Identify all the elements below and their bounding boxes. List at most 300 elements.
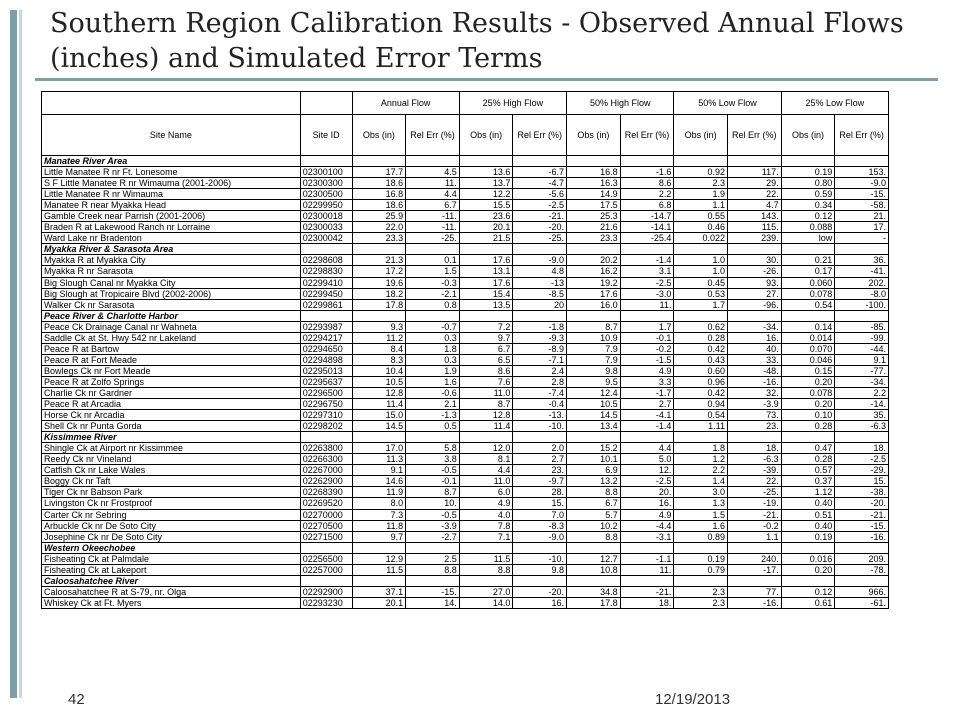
rel-err-cell: 143.	[727, 211, 781, 222]
header-rel-err: Rel Err (%)	[727, 115, 781, 156]
obs-cell: 6.7	[567, 498, 621, 509]
empty-cell	[513, 575, 567, 586]
rel-err-cell: 115.	[727, 222, 781, 233]
table-row	[42, 387, 889, 398]
empty-cell	[352, 156, 406, 167]
empty-cell	[300, 542, 352, 553]
obs-cell: 8.8	[567, 487, 621, 498]
table-row	[42, 564, 889, 575]
rel-err-cell: 11.	[620, 299, 674, 310]
site-name-cell: Saddle Ck at St. Hwy 542 nr Lakeland	[42, 332, 301, 343]
obs-cell: 17.8	[567, 597, 621, 608]
obs-cell: 6.5	[459, 354, 513, 365]
rel-err-cell: 1.9	[406, 365, 460, 376]
site-id-cell: 02294898	[300, 354, 352, 365]
header-50-high-flow: 50% High Flow	[567, 92, 674, 115]
header-rel-err: Rel Err (%)	[513, 115, 567, 156]
site-id-cell: 02268390	[300, 487, 352, 498]
empty-cell	[459, 156, 513, 167]
empty-cell	[406, 244, 460, 255]
obs-cell: 1.1	[674, 200, 728, 211]
rel-err-cell: 4.9	[620, 365, 674, 376]
obs-cell: 14.6	[352, 476, 406, 487]
rel-err-cell: 35.	[835, 410, 889, 421]
obs-cell: 21.6	[567, 222, 621, 233]
obs-cell: 10.5	[567, 399, 621, 410]
empty-cell	[674, 244, 728, 255]
site-id-cell: 02300100	[300, 167, 352, 178]
site-name-cell: Peace R at Fort Meade	[42, 354, 301, 365]
rel-err-cell: -13.	[513, 410, 567, 421]
table-row	[42, 553, 889, 564]
table-row	[42, 321, 889, 332]
rel-err-cell: -0.3	[406, 277, 460, 288]
site-id-cell: 02267000	[300, 465, 352, 476]
obs-cell: 12.8	[352, 387, 406, 398]
site-name-cell: Shell Ck nr Punta Gorda	[42, 421, 301, 432]
rel-err-cell: 1.1	[727, 531, 781, 542]
rel-err-cell: -2.5	[835, 454, 889, 465]
obs-cell: 0.014	[781, 332, 835, 343]
obs-cell: 13.5	[459, 299, 513, 310]
rel-err-cell: -13	[513, 277, 567, 288]
obs-cell: 1.9	[674, 189, 728, 200]
obs-cell: 0.54	[781, 299, 835, 310]
rel-err-cell: -4.1	[620, 410, 674, 421]
obs-cell: 23.3	[352, 233, 406, 244]
obs-cell: 16.8	[352, 189, 406, 200]
rel-err-cell: -8.9	[513, 343, 567, 354]
rel-err-cell: -4.7	[513, 178, 567, 189]
site-id-cell: 02300033	[300, 222, 352, 233]
obs-cell: 1.0	[674, 255, 728, 266]
group-label: Kissimmee River	[42, 432, 301, 443]
obs-cell: 11.3	[352, 454, 406, 465]
table-row	[42, 277, 889, 288]
obs-cell: 0.022	[674, 233, 728, 244]
obs-cell: 15.2	[567, 443, 621, 454]
rel-err-cell: -20.	[513, 586, 567, 597]
empty-cell	[567, 432, 621, 443]
empty-cell	[674, 156, 728, 167]
obs-cell: 7.2	[459, 321, 513, 332]
rel-err-cell: -10.	[513, 553, 567, 564]
obs-cell: 14.5	[352, 421, 406, 432]
obs-cell: 12.7	[567, 553, 621, 564]
table-row	[42, 178, 889, 189]
obs-cell: 0.19	[674, 553, 728, 564]
table-header	[42, 92, 889, 156]
rel-err-cell: -15.	[835, 189, 889, 200]
obs-cell: 12.0	[459, 443, 513, 454]
table-row	[42, 189, 889, 200]
obs-cell: 0.078	[781, 387, 835, 398]
obs-cell: 0.046	[781, 354, 835, 365]
obs-cell: 15.4	[459, 288, 513, 299]
obs-cell: 0.46	[674, 222, 728, 233]
obs-cell: 0.89	[674, 531, 728, 542]
obs-cell: 13.4	[567, 421, 621, 432]
obs-cell: 0.28	[781, 421, 835, 432]
rel-err-cell: -1.5	[620, 354, 674, 365]
site-id-cell: 02270000	[300, 509, 352, 520]
obs-cell: 25.9	[352, 211, 406, 222]
rel-err-cell: -7.1	[513, 354, 567, 365]
site-name-cell: Carter Ck nr Sebring	[42, 509, 301, 520]
site-id-cell: 02299450	[300, 288, 352, 299]
obs-cell: 0.15	[781, 365, 835, 376]
obs-cell: 1.4	[674, 476, 728, 487]
rel-err-cell: -1.7	[620, 387, 674, 398]
rel-err-cell: 2.1	[406, 399, 460, 410]
header-blank-id	[300, 92, 352, 115]
obs-cell: 0.42	[674, 387, 728, 398]
obs-cell: 0.40	[781, 520, 835, 531]
rel-err-cell: -14.	[835, 399, 889, 410]
calibration-results-table	[41, 91, 889, 609]
rel-err-cell: 153.	[835, 167, 889, 178]
obs-cell: 6.9	[567, 465, 621, 476]
group-header-row	[42, 575, 889, 586]
obs-cell: 1.12	[781, 487, 835, 498]
empty-cell	[620, 156, 674, 167]
site-name-cell: Manatee R near Myakka Head	[42, 200, 301, 211]
obs-cell: 14.0	[459, 597, 513, 608]
empty-cell	[567, 575, 621, 586]
rel-err-cell: 6.8	[620, 200, 674, 211]
rel-err-cell: 2.5	[406, 553, 460, 564]
rel-err-cell: -14.1	[620, 222, 674, 233]
rel-err-cell: -4.4	[620, 520, 674, 531]
rel-err-cell: -3.1	[620, 531, 674, 542]
header-obs: Obs (in)	[352, 115, 406, 156]
rel-err-cell: -21.	[620, 586, 674, 597]
table-body	[42, 156, 889, 609]
table-row	[42, 476, 889, 487]
obs-cell: 0.088	[781, 222, 835, 233]
obs-cell: 0.10	[781, 410, 835, 421]
rel-err-cell: 4.7	[727, 200, 781, 211]
obs-cell: 9.8	[567, 365, 621, 376]
obs-cell: 4.4	[459, 465, 513, 476]
rel-err-cell: 16.	[513, 597, 567, 608]
obs-cell: 2.3	[674, 178, 728, 189]
obs-cell: 10.2	[567, 520, 621, 531]
rel-err-cell: -78.	[835, 564, 889, 575]
obs-cell: 34.8	[567, 586, 621, 597]
empty-cell	[567, 156, 621, 167]
group-header-row	[42, 244, 889, 255]
header-row-columns	[42, 115, 889, 156]
empty-cell	[781, 432, 835, 443]
group-label: Peace River & Charlotte Harbor	[42, 310, 301, 321]
rel-err-cell: -16.	[835, 531, 889, 542]
obs-cell: 8.8	[459, 564, 513, 575]
site-id-cell: 02257000	[300, 564, 352, 575]
empty-cell	[781, 156, 835, 167]
calibration-table-container	[41, 91, 889, 609]
rel-err-cell: -3.0	[620, 288, 674, 299]
obs-cell: 17.6	[567, 288, 621, 299]
rel-err-cell: -14.7	[620, 211, 674, 222]
empty-cell	[352, 432, 406, 443]
obs-cell: 0.51	[781, 509, 835, 520]
rel-err-cell: -15.	[835, 520, 889, 531]
obs-cell: 17.0	[352, 443, 406, 454]
rel-err-cell: -1.4	[620, 421, 674, 432]
header-rel-err: Rel Err (%)	[620, 115, 674, 156]
rel-err-cell: -2.5	[513, 200, 567, 211]
table-row	[42, 332, 889, 343]
rel-err-cell: 27.	[727, 288, 781, 299]
rel-err-cell: 3.1	[620, 266, 674, 277]
table-row	[42, 487, 889, 498]
table-row	[42, 376, 889, 387]
obs-cell: 0.55	[674, 211, 728, 222]
rel-err-cell: 15.	[835, 476, 889, 487]
rel-err-cell: 17.	[835, 222, 889, 233]
rel-err-cell: 32.	[727, 387, 781, 398]
rel-err-cell: -3.9	[406, 520, 460, 531]
obs-cell: 13.6	[459, 167, 513, 178]
obs-cell: 0.62	[674, 321, 728, 332]
decorative-accent-bar-light	[19, 10, 22, 698]
empty-cell	[781, 310, 835, 321]
table-row	[42, 531, 889, 542]
obs-cell: 0.17	[781, 266, 835, 277]
obs-cell: 7.3	[352, 509, 406, 520]
table-row	[42, 354, 889, 365]
obs-cell: low	[781, 233, 835, 244]
rel-err-cell: -61.	[835, 597, 889, 608]
rel-err-cell: 22.	[727, 189, 781, 200]
footer-date: 12/19/2013	[655, 691, 731, 708]
empty-cell	[727, 542, 781, 553]
rel-err-cell: -5.6	[513, 189, 567, 200]
site-name-cell: Ward Lake nr Bradenton	[42, 233, 301, 244]
rel-err-cell: -0.4	[513, 399, 567, 410]
obs-cell: 14.9	[567, 189, 621, 200]
rel-err-cell: 1.8	[406, 343, 460, 354]
obs-cell: 16.0	[567, 299, 621, 310]
rel-err-cell: 3.8	[406, 454, 460, 465]
rel-err-cell: -0.2	[727, 520, 781, 531]
rel-err-cell: 3.3	[620, 376, 674, 387]
rel-err-cell: -77.	[835, 365, 889, 376]
obs-cell: 9.7	[459, 332, 513, 343]
rel-err-cell: -2.1	[406, 288, 460, 299]
rel-err-cell: 239.	[727, 233, 781, 244]
site-id-cell: 02300500	[300, 189, 352, 200]
rel-err-cell: 240.	[727, 553, 781, 564]
obs-cell: 0.20	[781, 564, 835, 575]
rel-err-cell: -1.3	[406, 410, 460, 421]
obs-cell: 21.5	[459, 233, 513, 244]
rel-err-cell: -0.7	[406, 321, 460, 332]
empty-cell	[567, 244, 621, 255]
obs-cell: 8.7	[567, 321, 621, 332]
obs-cell: 11.5	[352, 564, 406, 575]
site-name-cell: S F Little Manatee R nr Wimauma (2001-2006)	[42, 178, 301, 189]
rel-err-cell: -0.5	[406, 509, 460, 520]
obs-cell: 4.0	[459, 509, 513, 520]
empty-cell	[674, 575, 728, 586]
obs-cell: 15.5	[459, 200, 513, 211]
obs-cell: 0.34	[781, 200, 835, 211]
rel-err-cell: 4.9	[620, 509, 674, 520]
obs-cell: 10.5	[352, 376, 406, 387]
table-row	[42, 211, 889, 222]
header-annual-flow: Annual Flow	[352, 92, 459, 115]
site-name-cell: Myakka R at Myakka City	[42, 255, 301, 266]
obs-cell: 13.7	[459, 178, 513, 189]
obs-cell: 15.0	[352, 410, 406, 421]
empty-cell	[459, 244, 513, 255]
slide-title: Southern Region Calibration Results - Observed Annual Flows (inches) and Simulated Error Terms	[50, 8, 904, 74]
rel-err-cell: 20	[513, 299, 567, 310]
group-label: Western Okeechobee	[42, 542, 301, 553]
empty-cell	[513, 310, 567, 321]
site-name-cell: Peace R at Zolfo Springs	[42, 376, 301, 387]
obs-cell: 1.0	[674, 266, 728, 277]
rel-err-cell: -0.1	[620, 332, 674, 343]
obs-cell: 13.2	[567, 476, 621, 487]
rel-err-cell: -39.	[727, 465, 781, 476]
obs-cell: 0.96	[674, 376, 728, 387]
empty-cell	[406, 310, 460, 321]
rel-err-cell: 4.4	[406, 189, 460, 200]
header-obs: Obs (in)	[674, 115, 728, 156]
rel-err-cell: -58.	[835, 200, 889, 211]
table-row	[42, 586, 889, 597]
rel-err-cell: 8.8	[406, 564, 460, 575]
rel-err-cell: 11.	[406, 178, 460, 189]
site-name-cell: Big Slough Canal nr Myakka City	[42, 277, 301, 288]
site-name-cell: Fisheating Ck at Lakeport	[42, 564, 301, 575]
rel-err-cell: 21.	[835, 211, 889, 222]
obs-cell: 0.53	[674, 288, 728, 299]
empty-cell	[781, 244, 835, 255]
rel-err-cell: -6.7	[513, 167, 567, 178]
site-name-cell: Peace R at Bartow	[42, 343, 301, 354]
obs-cell: 25.3	[567, 211, 621, 222]
table-row	[42, 200, 889, 211]
rel-err-cell: 23.	[513, 465, 567, 476]
site-id-cell: 02295013	[300, 365, 352, 376]
rel-err-cell: 966.	[835, 586, 889, 597]
rel-err-cell: -25.4	[620, 233, 674, 244]
obs-cell: 7.1	[459, 531, 513, 542]
rel-err-cell: -1.8	[513, 321, 567, 332]
obs-cell: 17.7	[352, 167, 406, 178]
obs-cell: 1.3	[674, 498, 728, 509]
obs-cell: 0.80	[781, 178, 835, 189]
obs-cell: 6.0	[459, 487, 513, 498]
rel-err-cell: -0.6	[406, 387, 460, 398]
site-id-cell: 02295637	[300, 376, 352, 387]
rel-err-cell: 18.	[620, 597, 674, 608]
rel-err-cell: -25.	[727, 487, 781, 498]
empty-cell	[567, 542, 621, 553]
empty-cell	[352, 575, 406, 586]
group-label: Manatee River Area	[42, 156, 301, 167]
obs-cell: 0.37	[781, 476, 835, 487]
rel-err-cell: -11.	[406, 211, 460, 222]
header-obs: Obs (in)	[459, 115, 513, 156]
obs-cell: 8.4	[352, 343, 406, 354]
site-name-cell: Big Slough at Tropicaire Blvd (2002-2006)	[42, 288, 301, 299]
site-name-cell: Catfish Ck nr Lake Wales	[42, 465, 301, 476]
header-rel-err: Rel Err (%)	[835, 115, 889, 156]
rel-err-cell: -1.1	[620, 553, 674, 564]
rel-err-cell: 2.2	[620, 189, 674, 200]
empty-cell	[300, 575, 352, 586]
obs-cell: 12.4	[567, 387, 621, 398]
obs-cell: 0.47	[781, 443, 835, 454]
obs-cell: 23.6	[459, 211, 513, 222]
obs-cell: 0.078	[781, 288, 835, 299]
rel-err-cell: -0.1	[406, 476, 460, 487]
empty-cell	[459, 310, 513, 321]
obs-cell: 19.6	[352, 277, 406, 288]
table-row	[42, 266, 889, 277]
rel-err-cell: 20.	[620, 487, 674, 498]
site-name-cell: Peace Ck Drainage Canal nr Wahneta	[42, 321, 301, 332]
header-25-low-flow: 25% Low Flow	[781, 92, 888, 115]
table-row	[42, 498, 889, 509]
site-id-cell: 02294650	[300, 343, 352, 354]
table-row	[42, 443, 889, 454]
obs-cell: 0.14	[781, 321, 835, 332]
header-row-groups	[42, 92, 889, 115]
rel-err-cell: 77.	[727, 586, 781, 597]
site-id-cell: 02300300	[300, 178, 352, 189]
rel-err-cell: 0.8	[406, 299, 460, 310]
obs-cell: 0.20	[781, 376, 835, 387]
obs-cell: 2.2	[674, 465, 728, 476]
empty-cell	[781, 542, 835, 553]
empty-cell	[352, 244, 406, 255]
header-obs: Obs (in)	[567, 115, 621, 156]
rel-err-cell: -10.	[513, 421, 567, 432]
empty-cell	[567, 310, 621, 321]
empty-cell	[406, 575, 460, 586]
rel-err-cell: 1.5	[406, 266, 460, 277]
rel-err-cell: 7.0	[513, 509, 567, 520]
site-id-cell: 02300042	[300, 233, 352, 244]
obs-cell: 0.21	[781, 255, 835, 266]
obs-cell: 11.5	[459, 553, 513, 564]
rel-err-cell: -6.3	[727, 454, 781, 465]
table-row	[42, 365, 889, 376]
obs-cell: 20.1	[459, 222, 513, 233]
header-site-name: Site Name	[42, 115, 301, 156]
site-id-cell: 02300018	[300, 211, 352, 222]
group-label: Myakka River & Sarasota Area	[42, 244, 301, 255]
empty-cell	[513, 542, 567, 553]
obs-cell: 0.92	[674, 167, 728, 178]
rel-err-cell: 8.6	[620, 178, 674, 189]
obs-cell: 6.7	[459, 343, 513, 354]
site-id-cell: 02263800	[300, 443, 352, 454]
obs-cell: 0.016	[781, 553, 835, 564]
obs-cell: 8.7	[459, 399, 513, 410]
obs-cell: 0.45	[674, 277, 728, 288]
site-id-cell: 02299410	[300, 277, 352, 288]
obs-cell: 16.2	[567, 266, 621, 277]
site-name-cell: Charlie Ck nr Gardner	[42, 387, 301, 398]
site-id-cell: 02270500	[300, 520, 352, 531]
